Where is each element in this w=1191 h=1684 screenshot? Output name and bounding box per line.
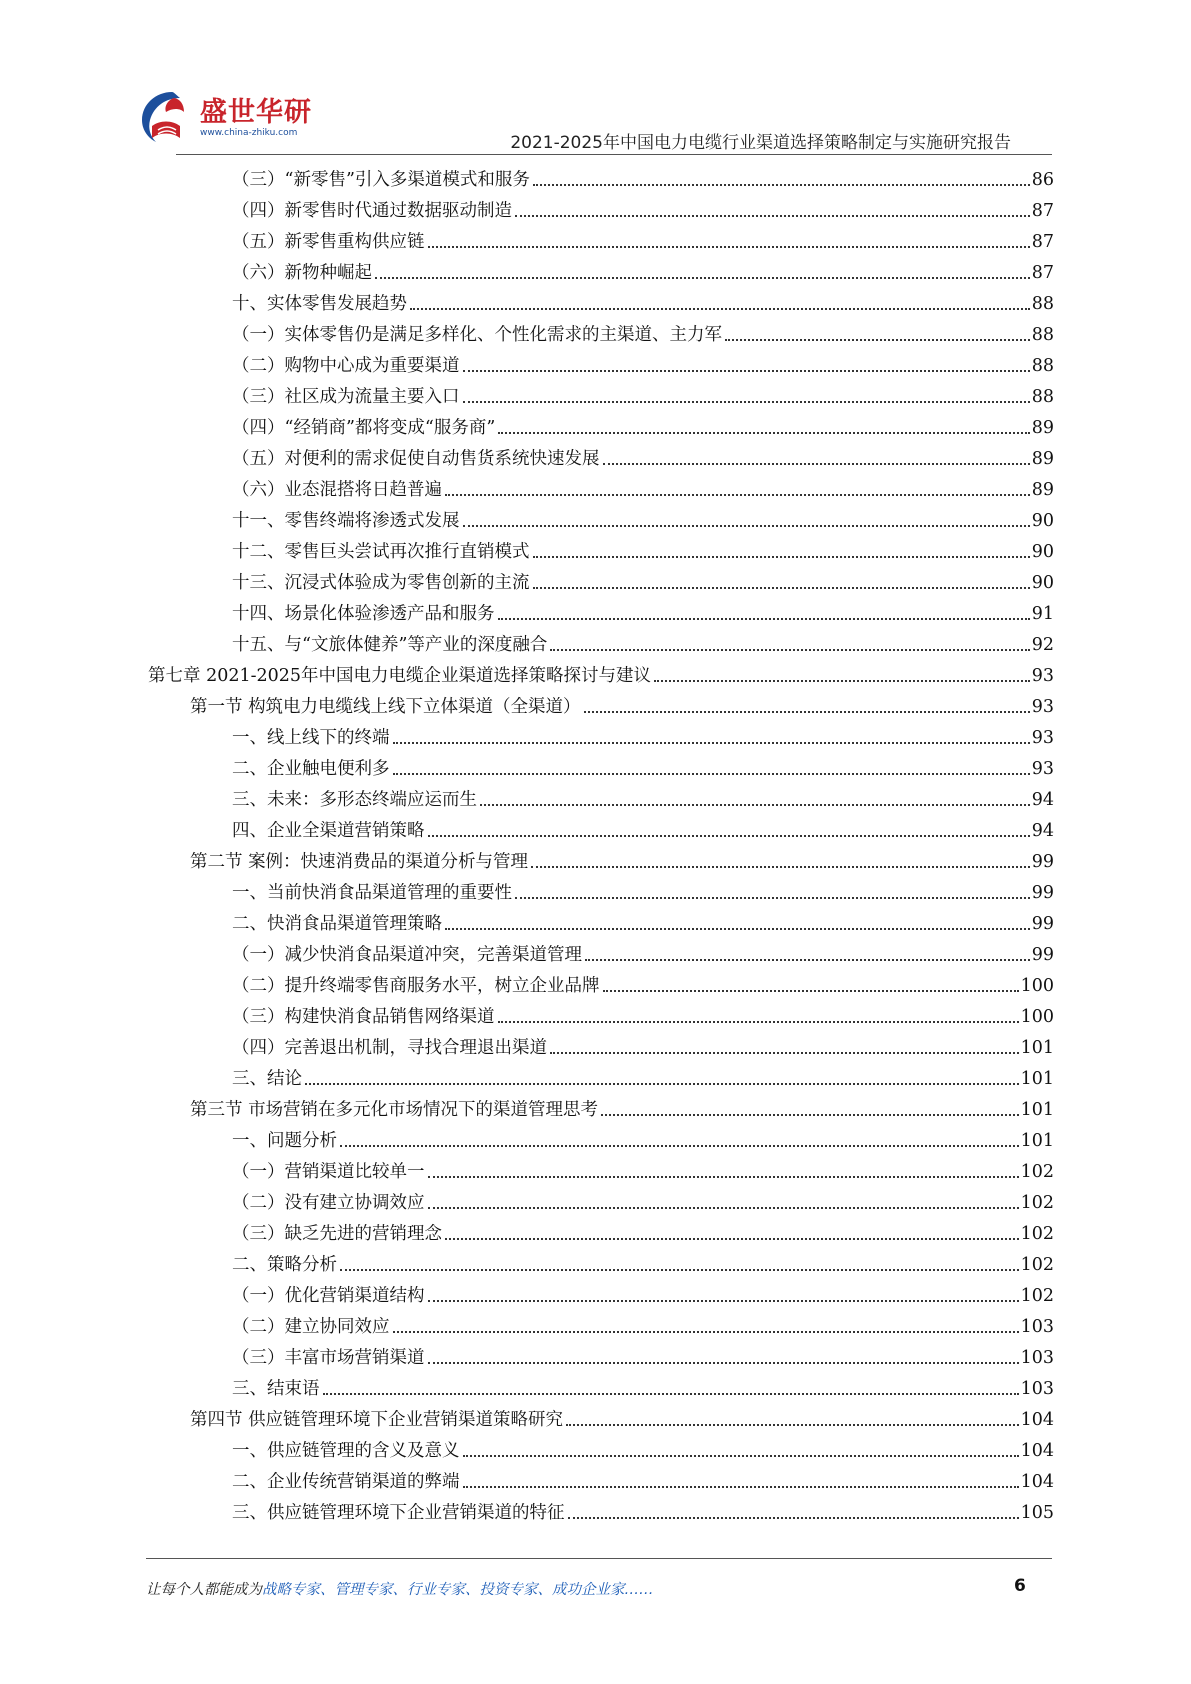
toc-dot-leader (428, 1300, 1019, 1302)
toc-dot-leader (305, 1083, 1019, 1085)
toc-entry-title: 第七章 2021-2025年中国电力电缆企业渠道选择策略探讨与建议 (148, 666, 652, 686)
toc-dot-leader (584, 711, 1030, 713)
toc-dot-leader (428, 1362, 1019, 1364)
toc-entry-title: 一、问题分析 (232, 1131, 337, 1151)
toc-entry-title: 三、供应链管理环境下企业营销渠道的特征 (232, 1503, 565, 1523)
toc-entry-page: 91 (1031, 604, 1054, 624)
header-divider (176, 154, 1052, 155)
page-number: 6 (1014, 1576, 1026, 1596)
toc-entry-page: 100 (1020, 976, 1054, 996)
toc-entry-title: 四、企业全渠道营销策略 (232, 821, 425, 841)
toc-entry-page: 101 (1020, 1069, 1054, 1089)
toc-entry-title: （一）实体零售仍是满足多样化、个性化需求的主渠道、主力军 (232, 325, 722, 345)
toc-entry-page: 88 (1031, 356, 1054, 376)
toc-entry-title: 第四节 供应链管理环境下企业营销渠道策略研究 (190, 1410, 564, 1430)
toc-entry[interactable] (232, 1338, 1054, 1369)
toc-entry-title: （三）社区成为流量主要入口 (232, 387, 460, 407)
toc-entry-page: 93 (1031, 697, 1054, 717)
toc-entry-title: 一、线上线下的终端 (232, 728, 390, 748)
toc-entry-title: （二）建立协同效应 (232, 1317, 390, 1337)
footer-slogan (146, 1578, 654, 1599)
toc-entry-page: 101 (1020, 1131, 1054, 1151)
toc-entry-title: （二）购物中心成为重要渠道 (232, 356, 460, 376)
toc-dot-leader (533, 587, 1030, 589)
toc-entry-page: 101 (1020, 1038, 1054, 1058)
toc-dot-leader (531, 866, 1030, 868)
toc-entry-title: （五）新零售重构供应链 (232, 232, 425, 252)
toc-dot-leader (654, 680, 1030, 682)
toc-entry[interactable] (232, 408, 1054, 439)
toc-entry[interactable] (190, 1090, 1054, 1121)
toc-dot-leader (393, 773, 1030, 775)
toc-entry-title: 二、策略分析 (232, 1255, 337, 1275)
toc-entry-page: 93 (1031, 666, 1054, 686)
toc-entry-page: 102 (1020, 1224, 1054, 1244)
toc-entry-page: 89 (1031, 480, 1054, 500)
toc-dot-leader (445, 928, 1030, 930)
toc-entry[interactable] (232, 191, 1054, 222)
toc-entry-page: 105 (1020, 1503, 1054, 1523)
toc-entry[interactable] (232, 563, 1054, 594)
toc-entry-title: 二、快消食品渠道管理策略 (232, 914, 442, 934)
toc-entry[interactable] (232, 966, 1054, 997)
toc-entry-page: 102 (1020, 1255, 1054, 1275)
toc-entry-title: （四）“经销商”都将变成“服务商” (232, 418, 496, 438)
toc-entry-page: 86 (1031, 170, 1054, 190)
toc-dot-leader (498, 1021, 1019, 1023)
slogan-prefix: 让每个人都能成为 (146, 1582, 262, 1598)
toc-entry-page: 90 (1031, 511, 1054, 531)
toc-entry-page: 102 (1020, 1162, 1054, 1182)
toc-entry-page: 104 (1020, 1441, 1054, 1461)
toc-entry-page: 99 (1031, 852, 1054, 872)
toc-entry[interactable] (232, 1121, 1054, 1152)
toc-entry-page: 88 (1031, 387, 1054, 407)
toc-dot-leader (498, 618, 1030, 620)
toc-dot-leader (463, 525, 1030, 527)
toc-entry-title: （一）减少快消食品渠道冲突，完善渠道管理 (232, 945, 582, 965)
toc-entry-title: （三）“新零售”引入多渠道模式和服务 (232, 170, 530, 190)
toc-entry-page: 92 (1031, 635, 1054, 655)
toc-dot-leader (533, 556, 1030, 558)
toc-entry-title: （五）对便利的需求促使自动售货系统快速发展 (232, 449, 600, 469)
toc-entry-page: 99 (1031, 945, 1054, 965)
toc-entry[interactable] (232, 718, 1054, 749)
toc-entry[interactable] (232, 1307, 1054, 1338)
toc-entry[interactable] (232, 1214, 1054, 1245)
logo-name: 盛世华研 (200, 97, 312, 128)
toc-entry-page: 104 (1020, 1410, 1054, 1430)
toc-entry-title: 十二、零售巨头尝试再次推行直销模式 (232, 542, 530, 562)
toc-entry-title: （一）营销渠道比较单一 (232, 1162, 425, 1182)
toc-entry-page: 100 (1020, 1007, 1054, 1027)
toc-entry-page: 88 (1031, 325, 1054, 345)
toc-entry-page: 94 (1031, 821, 1054, 841)
toc-entry-title: 三、未来：多形态终端应运而生 (232, 790, 477, 810)
toc-dot-leader (533, 184, 1030, 186)
toc-entry-page: 104 (1020, 1472, 1054, 1492)
toc-entry-page: 102 (1020, 1193, 1054, 1213)
toc-entry-page: 90 (1031, 573, 1054, 593)
toc-entry-title: 二、企业触电便利多 (232, 759, 390, 779)
toc-dot-leader (463, 370, 1030, 372)
toc-entry-title: 一、当前快消食品渠道管理的重要性 (232, 883, 512, 903)
toc-entry[interactable] (232, 811, 1054, 842)
toc-dot-leader (428, 1176, 1019, 1178)
toc-entry[interactable] (232, 997, 1054, 1028)
toc-entry-title: 第一节 构筑电力电缆线上线下立体渠道（全渠道） (190, 697, 581, 717)
toc-entry[interactable] (232, 1059, 1054, 1090)
toc-entry-page: 90 (1031, 542, 1054, 562)
toc-entry[interactable] (148, 656, 1054, 687)
toc-dot-leader (445, 494, 1030, 496)
toc-entry[interactable] (232, 346, 1054, 377)
toc-dot-leader (566, 1424, 1019, 1426)
toc-entry-page: 87 (1031, 232, 1054, 252)
toc-entry[interactable] (232, 749, 1054, 780)
toc-dot-leader (393, 1331, 1019, 1333)
toc-entry-title: （三）缺乏先进的营销理念 (232, 1224, 442, 1244)
toc-dot-leader (393, 742, 1030, 744)
toc-entry[interactable] (232, 284, 1054, 315)
toc-entry-page: 94 (1031, 790, 1054, 810)
toc-entry-title: （四）新零售时代通过数据驱动制造 (232, 201, 512, 221)
toc-entry[interactable] (232, 160, 1054, 191)
toc-entry-title: （三）丰富市场营销渠道 (232, 1348, 425, 1368)
toc-entry-page: 87 (1031, 201, 1054, 221)
toc-dot-leader (498, 432, 1029, 434)
toc-entry-title: （二）提升终端零售商服务水平，树立企业品牌 (232, 976, 600, 996)
toc-entry-page: 87 (1031, 263, 1054, 283)
toc-dot-leader (428, 835, 1030, 837)
toc-dot-leader (601, 1114, 1019, 1116)
toc-entry-page: 99 (1031, 883, 1054, 903)
toc-entry[interactable] (232, 222, 1054, 253)
toc-entry-title: 三、结束语 (232, 1379, 320, 1399)
toc-entry-page: 103 (1020, 1379, 1054, 1399)
toc-entry[interactable] (232, 1245, 1054, 1276)
toc-entry[interactable] (232, 1276, 1054, 1307)
toc-entry-title: （六）新物种崛起 (232, 263, 372, 283)
toc-entry[interactable] (190, 842, 1054, 873)
toc-entry[interactable] (232, 439, 1054, 470)
logo-emblem-icon (138, 86, 200, 148)
toc-dot-leader (323, 1393, 1019, 1395)
toc-entry[interactable] (232, 315, 1054, 346)
toc-entry[interactable] (232, 780, 1054, 811)
toc-dot-leader (550, 1052, 1019, 1054)
toc-entry-title: （四）完善退出机制，寻找合理退出渠道 (232, 1038, 547, 1058)
company-logo (138, 86, 312, 148)
toc-entry-title: （二）没有建立协调效应 (232, 1193, 425, 1213)
toc-entry-page: 99 (1031, 914, 1054, 934)
toc-entry[interactable] (232, 935, 1054, 966)
toc-dot-leader (375, 277, 1030, 279)
toc-entry-page: 93 (1031, 728, 1054, 748)
toc-entry[interactable] (232, 873, 1054, 904)
toc-entry-title: （六）业态混搭将日趋普遍 (232, 480, 442, 500)
toc-dot-leader (603, 990, 1019, 992)
toc-entry[interactable] (190, 687, 1054, 718)
toc-entry-page: 89 (1031, 418, 1054, 438)
toc-entry-page: 103 (1020, 1348, 1054, 1368)
toc-entry[interactable] (232, 1369, 1054, 1400)
toc-entry[interactable] (232, 1152, 1054, 1183)
toc-entry-page: 103 (1020, 1317, 1054, 1337)
toc-dot-leader (550, 649, 1029, 651)
toc-dot-leader (463, 1455, 1019, 1457)
toc-entry[interactable] (232, 904, 1054, 935)
toc-entry-title: （一）优化营销渠道结构 (232, 1286, 425, 1306)
toc-entry-title: 十一、零售终端将渗透式发展 (232, 511, 460, 531)
toc-entry[interactable] (232, 1431, 1054, 1462)
toc-dot-leader (725, 339, 1030, 341)
toc-dot-leader (340, 1269, 1019, 1271)
toc-entry[interactable] (232, 1462, 1054, 1493)
toc-entry-title: 十四、场景化体验渗透产品和服务 (232, 604, 495, 624)
toc-dot-leader (428, 1207, 1019, 1209)
toc-entry-page: 88 (1031, 294, 1054, 314)
toc-entry-page: 89 (1031, 449, 1054, 469)
toc-entry[interactable] (232, 532, 1054, 563)
toc-entry-title: 第二节 案例：快速消费品的渠道分析与管理 (190, 852, 529, 872)
toc-entry-title: 第三节 市场营销在多元化市场情况下的渠道管理思考 (190, 1100, 599, 1120)
toc-entry[interactable] (190, 1400, 1054, 1431)
page-header (0, 0, 1191, 160)
toc-entry-title: 一、供应链管理的含义及意义 (232, 1441, 460, 1461)
toc-entry-title: 十、实体零售发展趋势 (232, 294, 407, 314)
toc-entry[interactable] (232, 594, 1054, 625)
toc-dot-leader (603, 463, 1030, 465)
report-title: 2021-2025年中国电力电缆行业渠道选择策略制定与实施研究报告 (510, 133, 1011, 153)
toc-dot-leader (515, 897, 1030, 899)
toc-dot-leader (410, 308, 1030, 310)
toc-entry-title: 十三、沉浸式体验成为零售创新的主流 (232, 573, 530, 593)
toc-entry[interactable] (232, 253, 1054, 284)
toc-entry-title: 十五、与“文旅体健养”等产业的深度融合 (232, 635, 548, 655)
toc-dot-leader (585, 959, 1030, 961)
toc-dot-leader (463, 401, 1030, 403)
toc-entry[interactable] (232, 470, 1054, 501)
toc-dot-leader (340, 1145, 1019, 1147)
toc-entry-page: 101 (1020, 1100, 1054, 1120)
toc-dot-leader (428, 246, 1030, 248)
footer-divider (146, 1558, 1052, 1559)
toc-entry-page: 93 (1031, 759, 1054, 779)
toc-entry-page: 102 (1020, 1286, 1054, 1306)
toc-entry[interactable] (232, 501, 1054, 532)
toc-entry-title: （三）构建快消食品销售网络渠道 (232, 1007, 495, 1027)
toc-entry-title: 二、企业传统营销渠道的弊端 (232, 1472, 460, 1492)
logo-url: www.china-zhiku.com (200, 128, 298, 138)
toc-entry[interactable] (232, 1493, 1054, 1524)
toc-dot-leader (480, 804, 1030, 806)
toc-entry-title: 三、结论 (232, 1069, 302, 1089)
toc-dot-leader (515, 215, 1030, 217)
toc-entry[interactable] (232, 1183, 1054, 1214)
toc-dot-leader (463, 1486, 1019, 1488)
toc-entry[interactable] (232, 625, 1054, 656)
toc-dot-leader (568, 1517, 1019, 1519)
slogan-highlight: 战略专家、管理专家、行业专家、投资专家、成功企业家…… (262, 1582, 654, 1598)
toc-entry[interactable] (232, 1028, 1054, 1059)
toc-entry[interactable] (232, 377, 1054, 408)
toc-dot-leader (445, 1238, 1019, 1240)
